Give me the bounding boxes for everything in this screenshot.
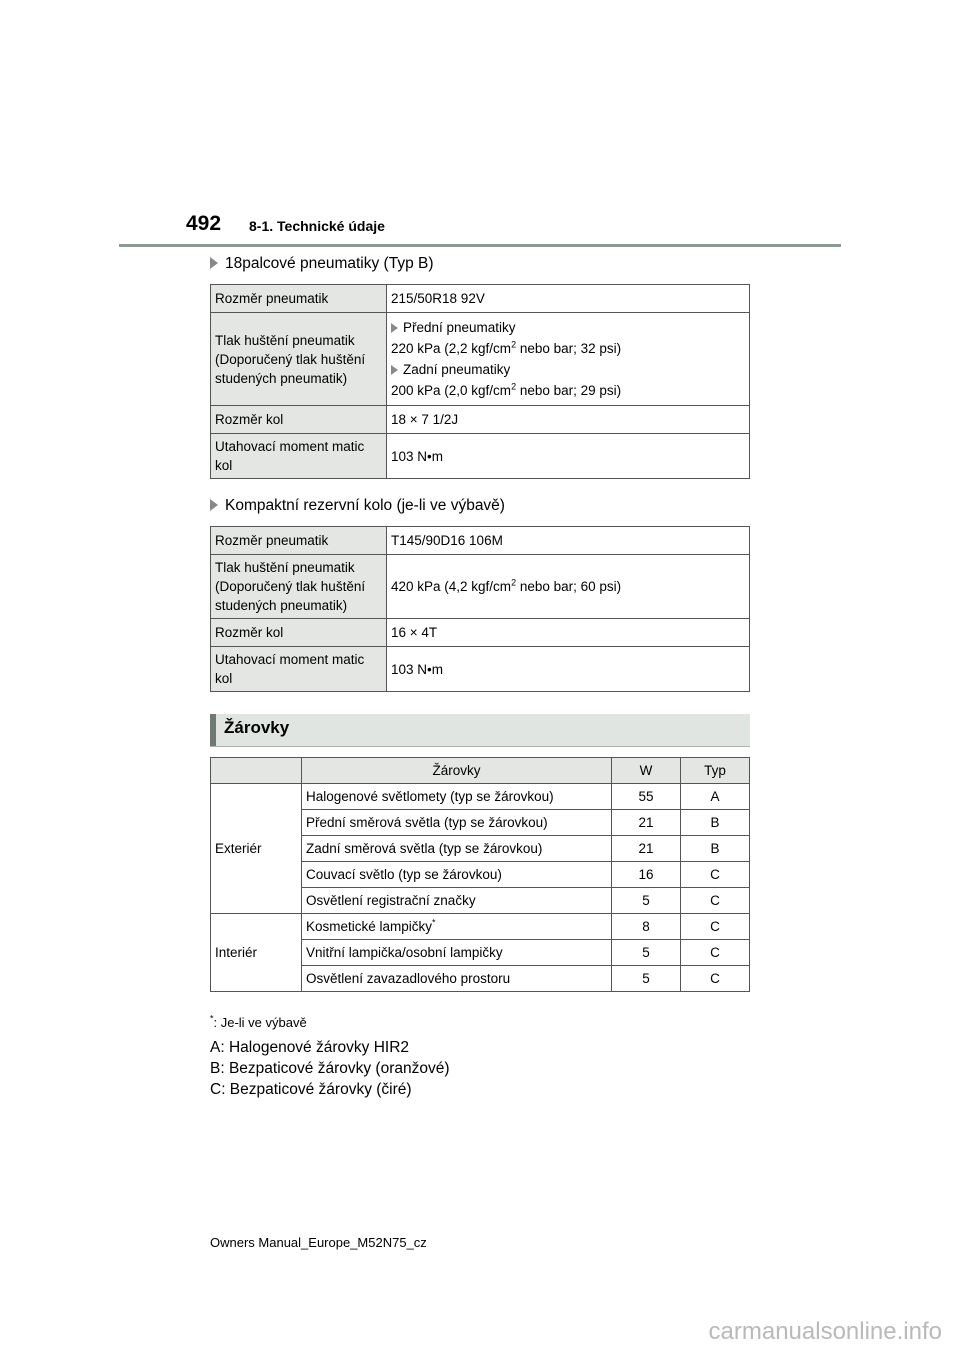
pressure-value: 420 kPa (4,2 kgf/$cm^2$ nebo bar; 60 psi) <box>387 555 750 619</box>
group-column-header <box>211 758 302 784</box>
bulb-watt: 5 <box>612 966 681 992</box>
tire-size-label: Rozměr pneumatik <box>211 285 387 313</box>
footnote: *: Je-li ve výbavě <box>210 1013 307 1030</box>
bulbs-section-title: Žárovky <box>224 718 290 737</box>
wheel-size-value: 16 × 4T <box>387 619 750 647</box>
document-footer: Owners Manual_Europe_M52N75_cz <box>210 1235 427 1250</box>
rear-tires-value: 200 kPa (2,0 kgf/$cm^2$ nebo bar; 29 psi) <box>391 381 622 398</box>
table-header-row <box>211 758 750 784</box>
pressure-label: Tlak huštění pneumatik (Doporučený tlak huštění studených pneumatik) <box>211 313 387 406</box>
tires18-table <box>210 284 750 479</box>
exterior-group-label: Exteriér <box>211 784 302 914</box>
bulb-type: A <box>681 784 750 810</box>
bulb-name: Zadní směrová světla (typ se žárovkou) <box>302 836 612 862</box>
table-row <box>211 285 750 313</box>
triangle-bullet-icon <box>210 499 218 511</box>
legend-item-c: C: Bezpaticové žárovky (čiré) <box>210 1081 412 1098</box>
table-row <box>211 647 750 692</box>
bulb-watt: 5 <box>612 888 681 914</box>
spare-heading: Kompaktní rezervní kolo (je-li ve výbavě) <box>210 497 505 515</box>
torque-value: 103 N•m <box>387 434 750 479</box>
bulb-watt: 8 <box>612 914 681 940</box>
spare-table <box>210 526 750 692</box>
wheel-size-value: 18 × 7 1/2J <box>387 406 750 434</box>
torque-label: Utahovací moment matic kol <box>211 647 387 692</box>
pressure-label: Tlak huštění pneumatik (Doporučený tlak huštění studených pneumatik) <box>211 555 387 619</box>
interior-group-label: Interiér <box>211 914 302 992</box>
tire-size-label: Rozměr pneumatik <box>211 527 387 555</box>
bulb-name: Osvětlení zavazadlového prostoru <box>302 966 612 992</box>
bulb-type: C <box>681 966 750 992</box>
watermark: carmanualsonline.info <box>708 1318 942 1345</box>
tire-size-value: 215/50R18 92V <box>387 285 750 313</box>
table-row <box>211 527 750 555</box>
tires18-heading: 18palcové pneumatiky (Typ B) <box>210 255 434 273</box>
footnote-marker: * <box>432 917 436 928</box>
bulb-name: Vnitřní lampička/osobní lampičky <box>302 940 612 966</box>
table-row <box>211 406 750 434</box>
table-row <box>211 434 750 479</box>
header-rule <box>119 244 841 247</box>
triangle-bullet-icon <box>210 257 218 269</box>
bulbs-table <box>210 757 750 992</box>
bulb-type: C <box>681 940 750 966</box>
legend-item-b: B: Bezpaticové žárovky (oranžové) <box>210 1060 450 1077</box>
table-row <box>211 313 750 406</box>
bulb-watt: 16 <box>612 862 681 888</box>
table-row <box>211 555 750 619</box>
triangle-bullet-icon <box>391 323 398 333</box>
bulb-watt: 55 <box>612 784 681 810</box>
rear-tires-label: Zadní pneumatiky <box>391 360 745 379</box>
wheel-size-label: Rozměr kol <box>211 619 387 647</box>
torque-label: Utahovací moment matic kol <box>211 434 387 479</box>
bulb-name: Přední směrová světla (typ se žárovkou) <box>302 810 612 836</box>
bulb-type: B <box>681 836 750 862</box>
bulbs-section-header <box>210 714 750 747</box>
table-row <box>211 914 750 940</box>
legend-item-a: A: Halogenové žárovky HIR2 <box>210 1039 410 1056</box>
bulb-watt: 21 <box>612 836 681 862</box>
triangle-bullet-icon <box>391 365 398 375</box>
bulb-type: C <box>681 888 750 914</box>
bulb-name: Osvětlení registrační značky <box>302 888 612 914</box>
section-accent-bar <box>210 714 216 746</box>
bulb-name: Halogenové světlomety (typ se žárovkou) <box>302 784 612 810</box>
section-title: 8-1. Technické údaje <box>249 218 385 234</box>
bulb-watt: 21 <box>612 810 681 836</box>
bulb-type: C <box>681 914 750 940</box>
wheel-size-label: Rozměr kol <box>211 406 387 434</box>
front-tires-value: 220 kPa (2,2 kgf/$cm^2$ nebo bar; 32 psi) <box>391 339 622 356</box>
torque-value: 103 N•m <box>387 647 750 692</box>
bulb-column-header: Žárovky <box>302 758 612 784</box>
type-column-header: Typ <box>681 758 750 784</box>
bulb-name: Couvací světlo (typ se žárovkou) <box>302 862 612 888</box>
pressure-values <box>387 313 750 406</box>
watt-column-header: W <box>612 758 681 784</box>
page-number: 492 <box>186 212 222 235</box>
front-tires-label: Přední pneumatiky <box>391 318 745 337</box>
table-row <box>211 619 750 647</box>
bulb-type: B <box>681 810 750 836</box>
bulb-name: Kosmetické lampičky* <box>302 914 612 940</box>
table-row <box>211 784 750 810</box>
tire-size-value: T145/90D16 106M <box>387 527 750 555</box>
bulb-watt: 5 <box>612 940 681 966</box>
bulb-type: C <box>681 862 750 888</box>
